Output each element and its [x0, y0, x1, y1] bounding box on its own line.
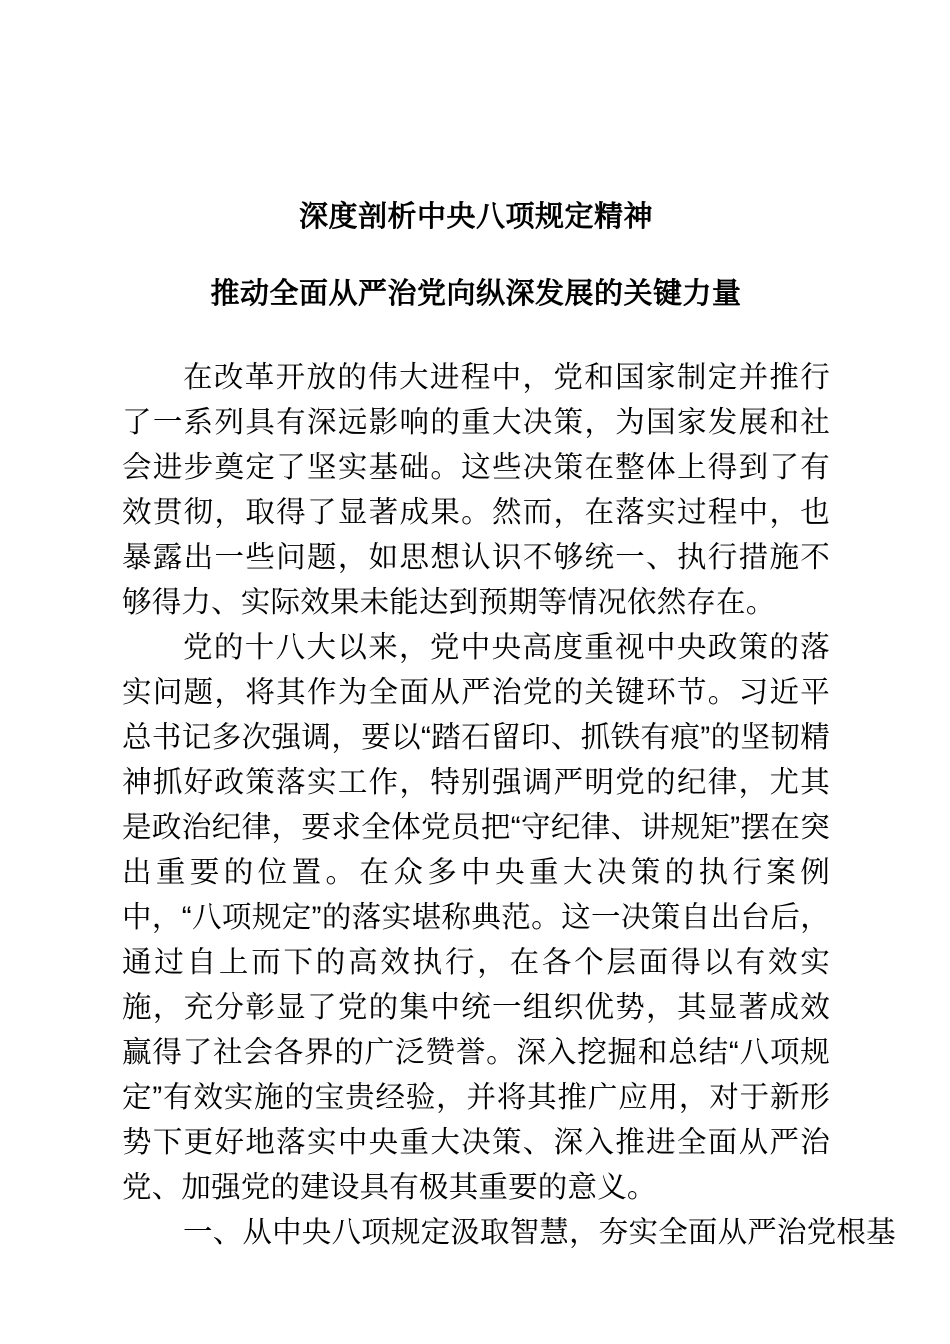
- page-title-line-1: 深度剖析中央八项规定精神: [298, 201, 653, 233]
- page-title-line-2: 推动全面从严治党向纵深发展的关键力量: [210, 278, 742, 310]
- document-title-block: [122, 195, 830, 317]
- section-heading-1: 一、从中央八项规定汲取智慧，夯实全面从严治党根基: [183, 1216, 896, 1249]
- body-paragraph-1: 在改革开放的伟大进程中，党和国家制定并推行了一系列具有深远影响的重大决策，为国家发展和社会进步奠定了坚实基础。这些决策在整体上得到了有效贯彻，取得了显著成果。然而，在落实过程中，也暴露出一些问题，如思想认识不够统一、执行措施不够得力、实际效果未能达到预期等情况依然存在。: [122, 361, 830, 619]
- document-body: [122, 355, 896, 1255]
- body-paragraph-2: 党的十八大以来，党中央高度重视中央政策的落实问题，将其作为全面从严治党的关键环节。习近平总书记多次强调，要以“踏石留印、抓铁有痕”的坚韧精神抓好政策落实工作，特别强调严明党的纪律，尤其是政治纪律，要求全体党员把“守纪律、讲规矩”摆在突出重要的位置。在众多中央重大决策的执行案例中，“八项规定”的落实堪称典范。这一决策自出台后，通过自上而下的高效执行，在各个层面得以有效实施，充分彰显了党的集中统一组织优势，其显著成效赢得了社会各界的广泛赞誉。深入挖掘和总结“八项规定”有效实施的宝贵经验，并将其推广应用，对于新形势下更好地落实中央重大决策、深入推进全面从严治党、加强党的建设具有极其重要的意义。: [122, 631, 830, 1204]
